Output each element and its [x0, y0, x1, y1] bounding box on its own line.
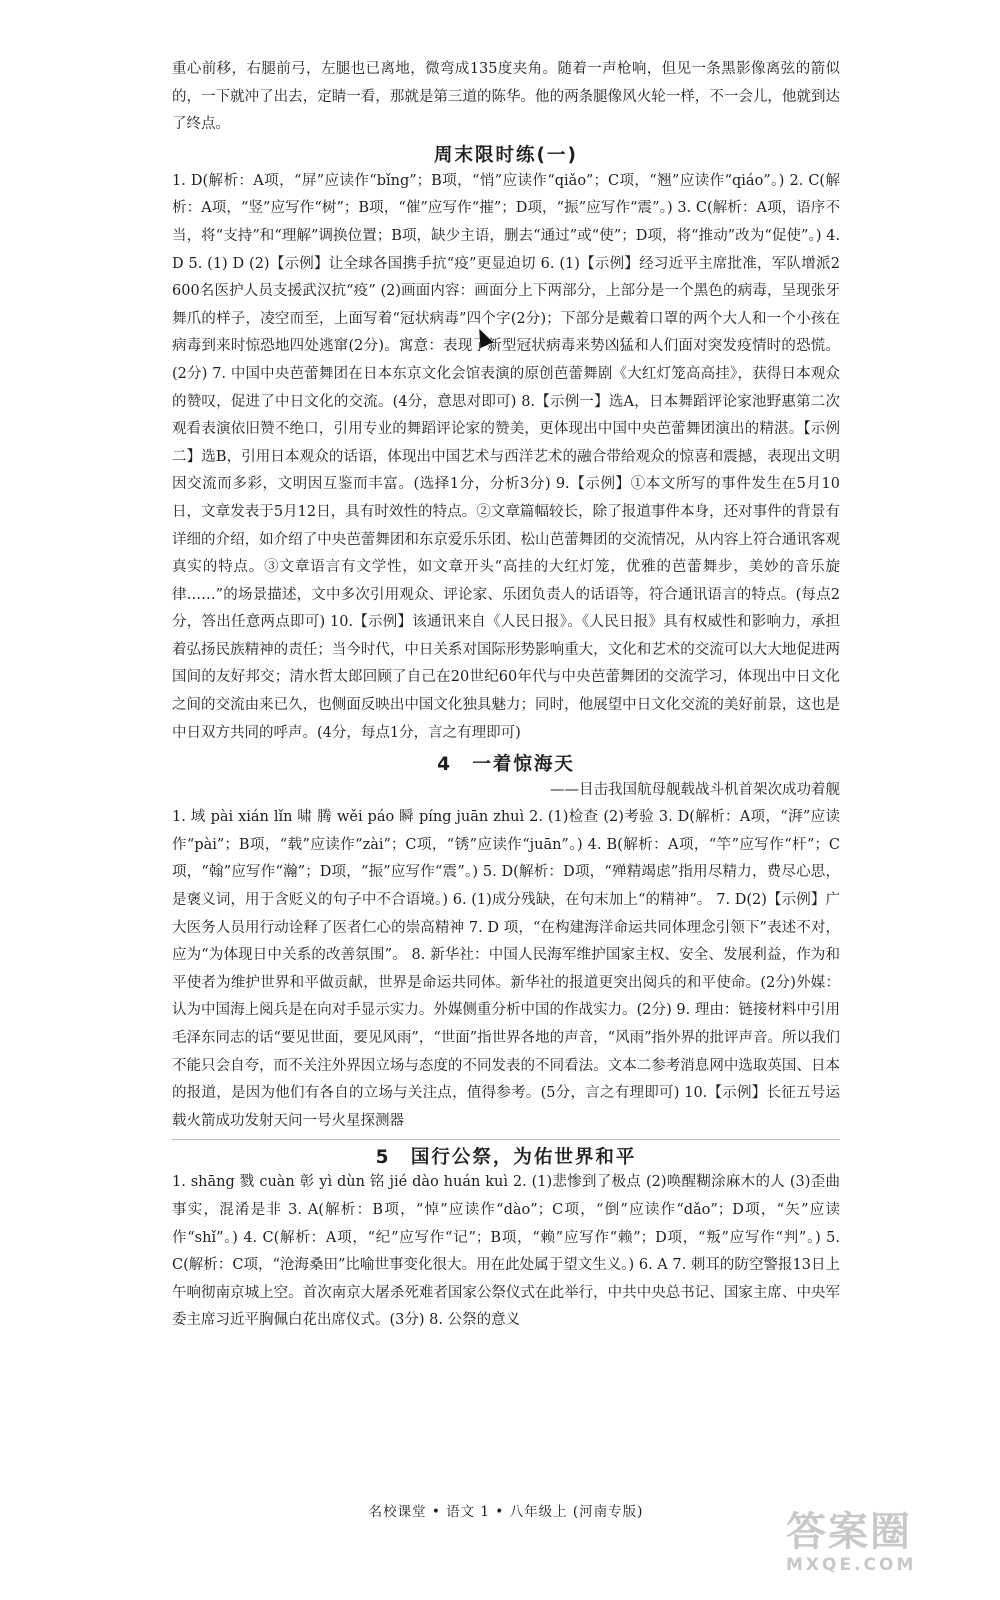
section-body-lesson-5: 1. shāng 戮 cuàn 彰 yì dùn 铭 jié dào huán kuì 2. (1)悲惨到了极点 (2)唤醒糊涂麻木的人 (3)歪曲事实，混淆是非 3. A(解析：B项，“悼”应读作“dào”；C项，“倒”应读作“dǎo”；D项，“矢”应读作“shǐ”。) 4. C(解析：A项，“纪”应写作“记”；B项，“赖”应写作“赖”；D项，“叛”应写作“判”。) 5. C(解析：C项，“沧海桑田”比喻世事变化很大。用在此处属于望文生义。) 6. A 7. 刺耳的防空警报13日上午响彻南京城上空。首次南京大屠杀死难者国家公祭仪式在此举行，中共中央总书记、国家主席、中央军委主席习近平胸佩白花出席仪式。(3分) 8. 公祭的意义	[172, 1174, 840, 1329]
section-title-lesson-5: 5 国行公祭，为佑世界和平	[375, 1147, 637, 1169]
page-content	[172, 56, 840, 1335]
section-body-lesson-4: 1. 域 pài xián lǐn 啸 腾 wěi páo 瞬 píng juān zhuì 2. (1)检查 (2)考验 3. D(解析：A项，“湃”应读作“pài”；B项，“载”应读作“zài”；C项，“锈”应读作“juān”。) 4. B(解析：A项，“竿”应写作“杆”；C项，“翰”应写作“瀚”；D项，“振”应写作“震”。) 5. D(解析：D项，“殚精竭虑”指用尽精力，费尽心思，是褒义词，用于含贬义的句子中不合语境。) 6. (1)成分残缺，在句末加上“的精神”。 7. D(2)【示例】广大医务人员用行动诠释了医者仁心的崇高精神 7. D 项，“在构建海洋命运共同体理念引领下”表述不对，应为“为体现日中关系的改善氛围”。 8. 新华社：中国人民海军维护国家主权、安全、发展利益，作为和平使者为维护世界和平做贡献，世界是命运共同体。新华社的报道更突出阅兵的和平使命。(2分)外媒：认为中国海上阅兵是在向对手显示实力。外媒侧重分析中国的作战实力。(2分) 9. 理由：链接材料中引用毛泽东同志的话“要见世面，要见风雨”，“世面”指世界各地的声音，“风雨”指外界的批评声音。所以我们不能只会自夸，而不关注外界因立场与态度的不同发表的不同看法。文本二参考消息网中选取英国、日本的报道，是因为他们有各自的立场与关注点，值得参考。(5分，言之有理即可) 10.【示例】长征五号运载火箭成功发射天问一号火星探测器	[172, 809, 840, 1129]
divider	[172, 1139, 840, 1140]
page-footer: 名校课堂 • 语文 1 • 八年级上 (河南专版)	[368, 1504, 644, 1520]
watermark-title: 答案圈	[786, 1509, 912, 1555]
section-title-lesson-4: 4 一着惊海天	[437, 754, 575, 776]
watermark-logo	[786, 1510, 976, 1580]
section-title-weekend-practice: 周末限时练(一)	[434, 144, 578, 166]
section-subtitle-lesson-4: ——目击我国航母舰载战斗机首架次成功着舰	[550, 782, 840, 799]
watermark-url: MXQE.COM	[786, 1555, 917, 1575]
section-body-weekend-practice: 1. D(解析：A项，“屏”应读作“bǐng”；B项，“悄”应读作“qiǎo”；C项，“翘”应读作“qiáo”。) 2. C(解析：A项，“竖”应写作“树”；B项，“催”应写作“摧”；D项，“振”应写作“震”。) 3. C(解析：A项，语序不当，将“支持”和“理解”调换位置；B项，缺少主语，删去“通过”或“使”；D项，将“推动”改为“促使”。) 4. D 5. (1) D (2)【示例】让全球各国携手抗“疫”更显迫切 6. (1)【示例】经习近平主席批准，军队增派2 600名医护人员支援武汉抗“疫” (2)画面内容：画面分上下两部分，上部分是一个黑色的病毒，呈现张牙舞爪的样子，凌空而至，上面写着“冠状病毒”四个字(2分)；下部分是戴着口罩的两个大人和一个小孩在病毒到来时惊恐地四处逃窜(2分)。寓意：表现了新型冠状病毒来势凶猛和人们面对突发疫情时的恐慌。(2分) 7. 中国中央芭蕾舞团在日本东京文化会馆表演的原创芭蕾舞剧《大红灯笼高高挂》，获得日本观众的赞叹，促进了中日文化的交流。(4分，意思对即可) 8.【示例一】选A，日本舞蹈评论家池野惠第二次观看表演依旧赞不绝口，引用专业的舞蹈评论家的赞美，更体现出中国中央芭蕾舞团演出的精湛。【示例二】选B，引用日本观众的话语，体现出中国艺术与西洋艺术的融合带给观众的惊喜和震撼，表现出文明因交流而多彩，文明因互鉴而丰富。(选择1分，分析3分) 9.【示例】①本文所写的事件发生在5月10日，文章发表于5月12日，具有时效性的特点。②文章篇幅较长，除了报道事件本身，还对事件的背景有详细的介绍，如介绍了中央芭蕾舞团和东京爱乐乐团、松山芭蕾舞团的交流情况，从内容上符合通讯客观真实的特点。③文章语言有文学性，如文章开头“高挂的大红灯笼，优雅的芭蕾舞步，美妙的音乐旋律……”的场景描述，文中多次引用观众、评论家、乐团负责人的话语等，符合通讯语言的特点。(每点2分，答出任意两点即可) 10.【示例】该通讯来自《人民日报》。《人民日报》具有权威性和影响力，承担着弘扬民族精神的责任；当今时代，中日关系对国际形势影响重大，文化和艺术的交流可以大大地促进两国间的友好邦交；清水哲太郎回顾了自己在20世纪60年代与中央芭蕾舞团的交流学习，体现出中日文化之间的交流由来已久，也侧面反映出中国文化独具魅力；同时，他展望中日文化交流的美好前景，这也是中日双方共同的呼声。(4分，每点1分，言之有理即可)	[172, 172, 840, 741]
intro-paragraph: 重心前移，右腿前弓，左腿也已离地，微弯成135度夹角。随着一声枪响，但见一条黑影像离弦的箭似的，一下就冲了出去，定睛一看，那就是第三道的陈华。他的两条腿像风火轮一样，不一会儿，他就到达了终点。	[172, 61, 840, 133]
